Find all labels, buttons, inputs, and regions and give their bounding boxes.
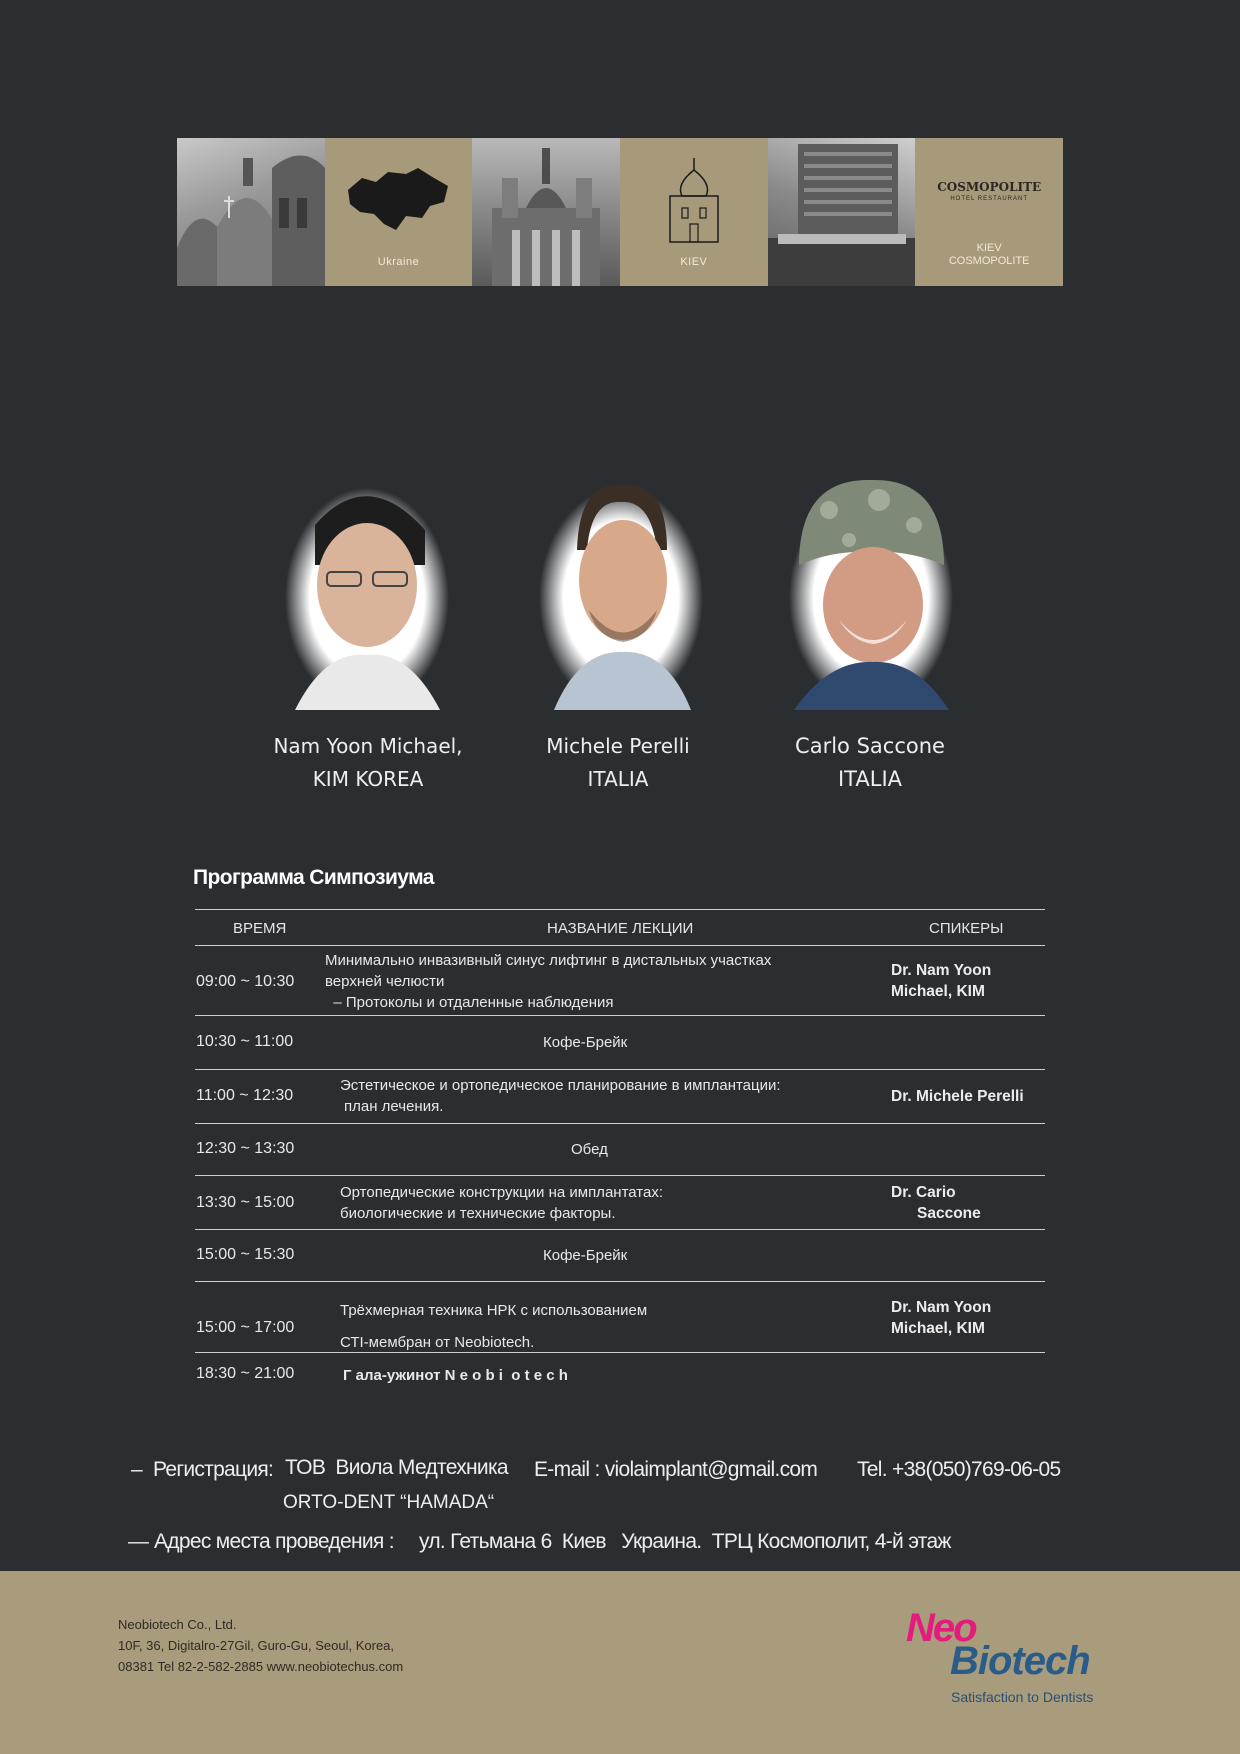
address-dash: — [128, 1530, 149, 1553]
row-lecture: Г ала-ужинот N e o b i o t e c h [343, 1367, 568, 1384]
speaker-name-3 [740, 730, 1000, 796]
table-divider [195, 1352, 1045, 1353]
row-time: 15:00 ~ 17:00 [196, 1319, 295, 1336]
hotel-label-line1: KIEV [976, 242, 1002, 254]
speaker-3-country: ITALIA [837, 767, 902, 791]
registration-org: ТОВ Виола Медтехника [285, 1456, 508, 1479]
registration-phone: Tel. +38(050)769-06-05 [857, 1458, 1061, 1481]
speaker-portrait-3 [789, 470, 954, 710]
table-divider [195, 1281, 1045, 1282]
city-banner [177, 138, 1063, 286]
lecture-line: Ортопедические конструкции на имплантатах: [340, 1184, 663, 1201]
hotel-tile [915, 138, 1063, 286]
speaker-2-name: Michele Perelli [546, 734, 690, 758]
company-contact: 08381 Tel 82-2-582-2885 www.neobiotechus.com [118, 1659, 404, 1674]
lecture-line: биологические и технические факторы. [340, 1205, 616, 1222]
company-info [118, 1614, 403, 1677]
neobiotech-logo-biotech: Biotech [950, 1639, 1090, 1683]
row-time: 10:30 ~ 11:00 [196, 1033, 294, 1050]
row-speaker [891, 960, 991, 1002]
row-speaker: Dr. Michele Perelli [891, 1088, 1024, 1105]
row-lecture [340, 1295, 647, 1359]
table-divider [195, 1123, 1045, 1124]
ukraine-label: Ukraine [377, 256, 420, 268]
row-time: 13:30 ~ 15:00 [196, 1194, 295, 1211]
speaker-line: Dr. Cario [891, 1184, 956, 1201]
company-name: Neobiotech Co., Ltd. [118, 1617, 237, 1632]
speaker-name-1 [238, 730, 498, 796]
hotel-logo-sub: HOTEL RESTAURANT [950, 196, 1029, 202]
table-divider [195, 1175, 1045, 1176]
table-divider [195, 1069, 1045, 1070]
lecture-line: СТI-мембран от Neobiotech. [340, 1334, 535, 1351]
speaker-line: Michael, KIM [891, 1320, 985, 1337]
speaker-3-name: Carlo Saccone [795, 734, 945, 758]
program-title: Программа Симпозиума [193, 866, 434, 889]
hotel-photo [768, 138, 916, 286]
registration-email: E-mail : violaimplant@gmail.com [534, 1458, 818, 1481]
address-label: Адрес места проведения : [154, 1530, 394, 1553]
kiev-tile [620, 138, 768, 286]
kiev-label: KIEV [680, 256, 708, 268]
church-photo [472, 138, 620, 286]
ukraine-map-icon [344, 160, 454, 250]
row-lecture [340, 1182, 663, 1224]
row-lecture [340, 1075, 781, 1117]
church-icon [664, 156, 724, 246]
cathedral-photo [177, 138, 325, 286]
row-time: 09:00 ~ 10:30 [196, 973, 295, 990]
lecture-line: Эстетическое и ортопедическое планирование в имплантации: [340, 1077, 781, 1094]
lecture-line: Минимально инвазивный синус лифтинг в дистальных участках [325, 952, 772, 969]
row-lecture: Кофе-Брейк [543, 1247, 628, 1264]
hotel-label [915, 242, 1063, 268]
table-divider [195, 909, 1045, 910]
row-time: 15:00 ~ 15:30 [196, 1246, 295, 1263]
speaker-2-country: ITALIA [587, 767, 649, 791]
header-time: ВРЕМЯ [233, 920, 287, 937]
row-lecture [325, 950, 771, 1013]
footer [0, 1571, 1240, 1754]
row-time: 12:30 ~ 13:30 [196, 1140, 295, 1157]
lecture-line: верхней челюсти [325, 973, 445, 990]
registration-dash: – [131, 1458, 142, 1481]
table-divider [195, 1015, 1045, 1016]
speaker-name-2 [488, 730, 748, 796]
company-address: 10F, 36, Digitalro-27Gil, Guro-Gu, Seoul, Korea, [118, 1638, 395, 1653]
header-speakers: СПИКЕРЫ [929, 920, 1004, 937]
hotel-logo: COSMOPOLITE [937, 180, 1042, 194]
address-text: ул. Гетьмана 6 Киев Украина. ТРЦ Космополит, 4-й этаж [419, 1530, 951, 1553]
speaker-line: Dr. Nam Yoon [891, 1299, 992, 1316]
speaker-portrait-2 [539, 470, 704, 710]
header-lecture: НАЗВАНИЕ ЛЕКЦИИ [547, 920, 694, 937]
row-speaker [891, 1297, 991, 1339]
speaker-portrait-1 [285, 470, 450, 710]
row-time: 18:30 ~ 21:00 [196, 1365, 295, 1382]
row-time: 11:00 ~ 12:30 [196, 1087, 294, 1104]
speaker-1-country: KIM KOREA [312, 767, 424, 791]
registration-org2: ORTO-DENT “HAMADA“ [283, 1492, 495, 1513]
neobiotech-tagline: Satisfaction to Dentists [951, 1689, 1094, 1705]
speaker-1-name: Nam Yoon Michael, [273, 734, 463, 758]
speaker-line: Dr. Nam Yoon [891, 962, 992, 979]
lecture-line: план лечения. [344, 1098, 444, 1115]
speaker-line: Michael, KIM [891, 983, 985, 1000]
registration-label: Регистрация: [153, 1458, 274, 1481]
table-divider [195, 945, 1045, 946]
speaker-line: Saccone [917, 1205, 981, 1222]
lecture-line: – Протоколы и отдаленные наблюдения [325, 994, 614, 1011]
lecture-line: Трёхмерная техника НРК с использованием [340, 1302, 648, 1319]
row-speaker [891, 1182, 981, 1224]
table-divider [195, 1229, 1045, 1230]
neobiotech-logo-neo: Neo [906, 1606, 976, 1650]
ukraine-map-tile [325, 138, 473, 286]
row-lecture: Кофе-Брейк [543, 1034, 628, 1051]
row-lecture: Обед [571, 1141, 608, 1158]
hotel-label-line2: COSMOPOLITE [948, 255, 1030, 267]
